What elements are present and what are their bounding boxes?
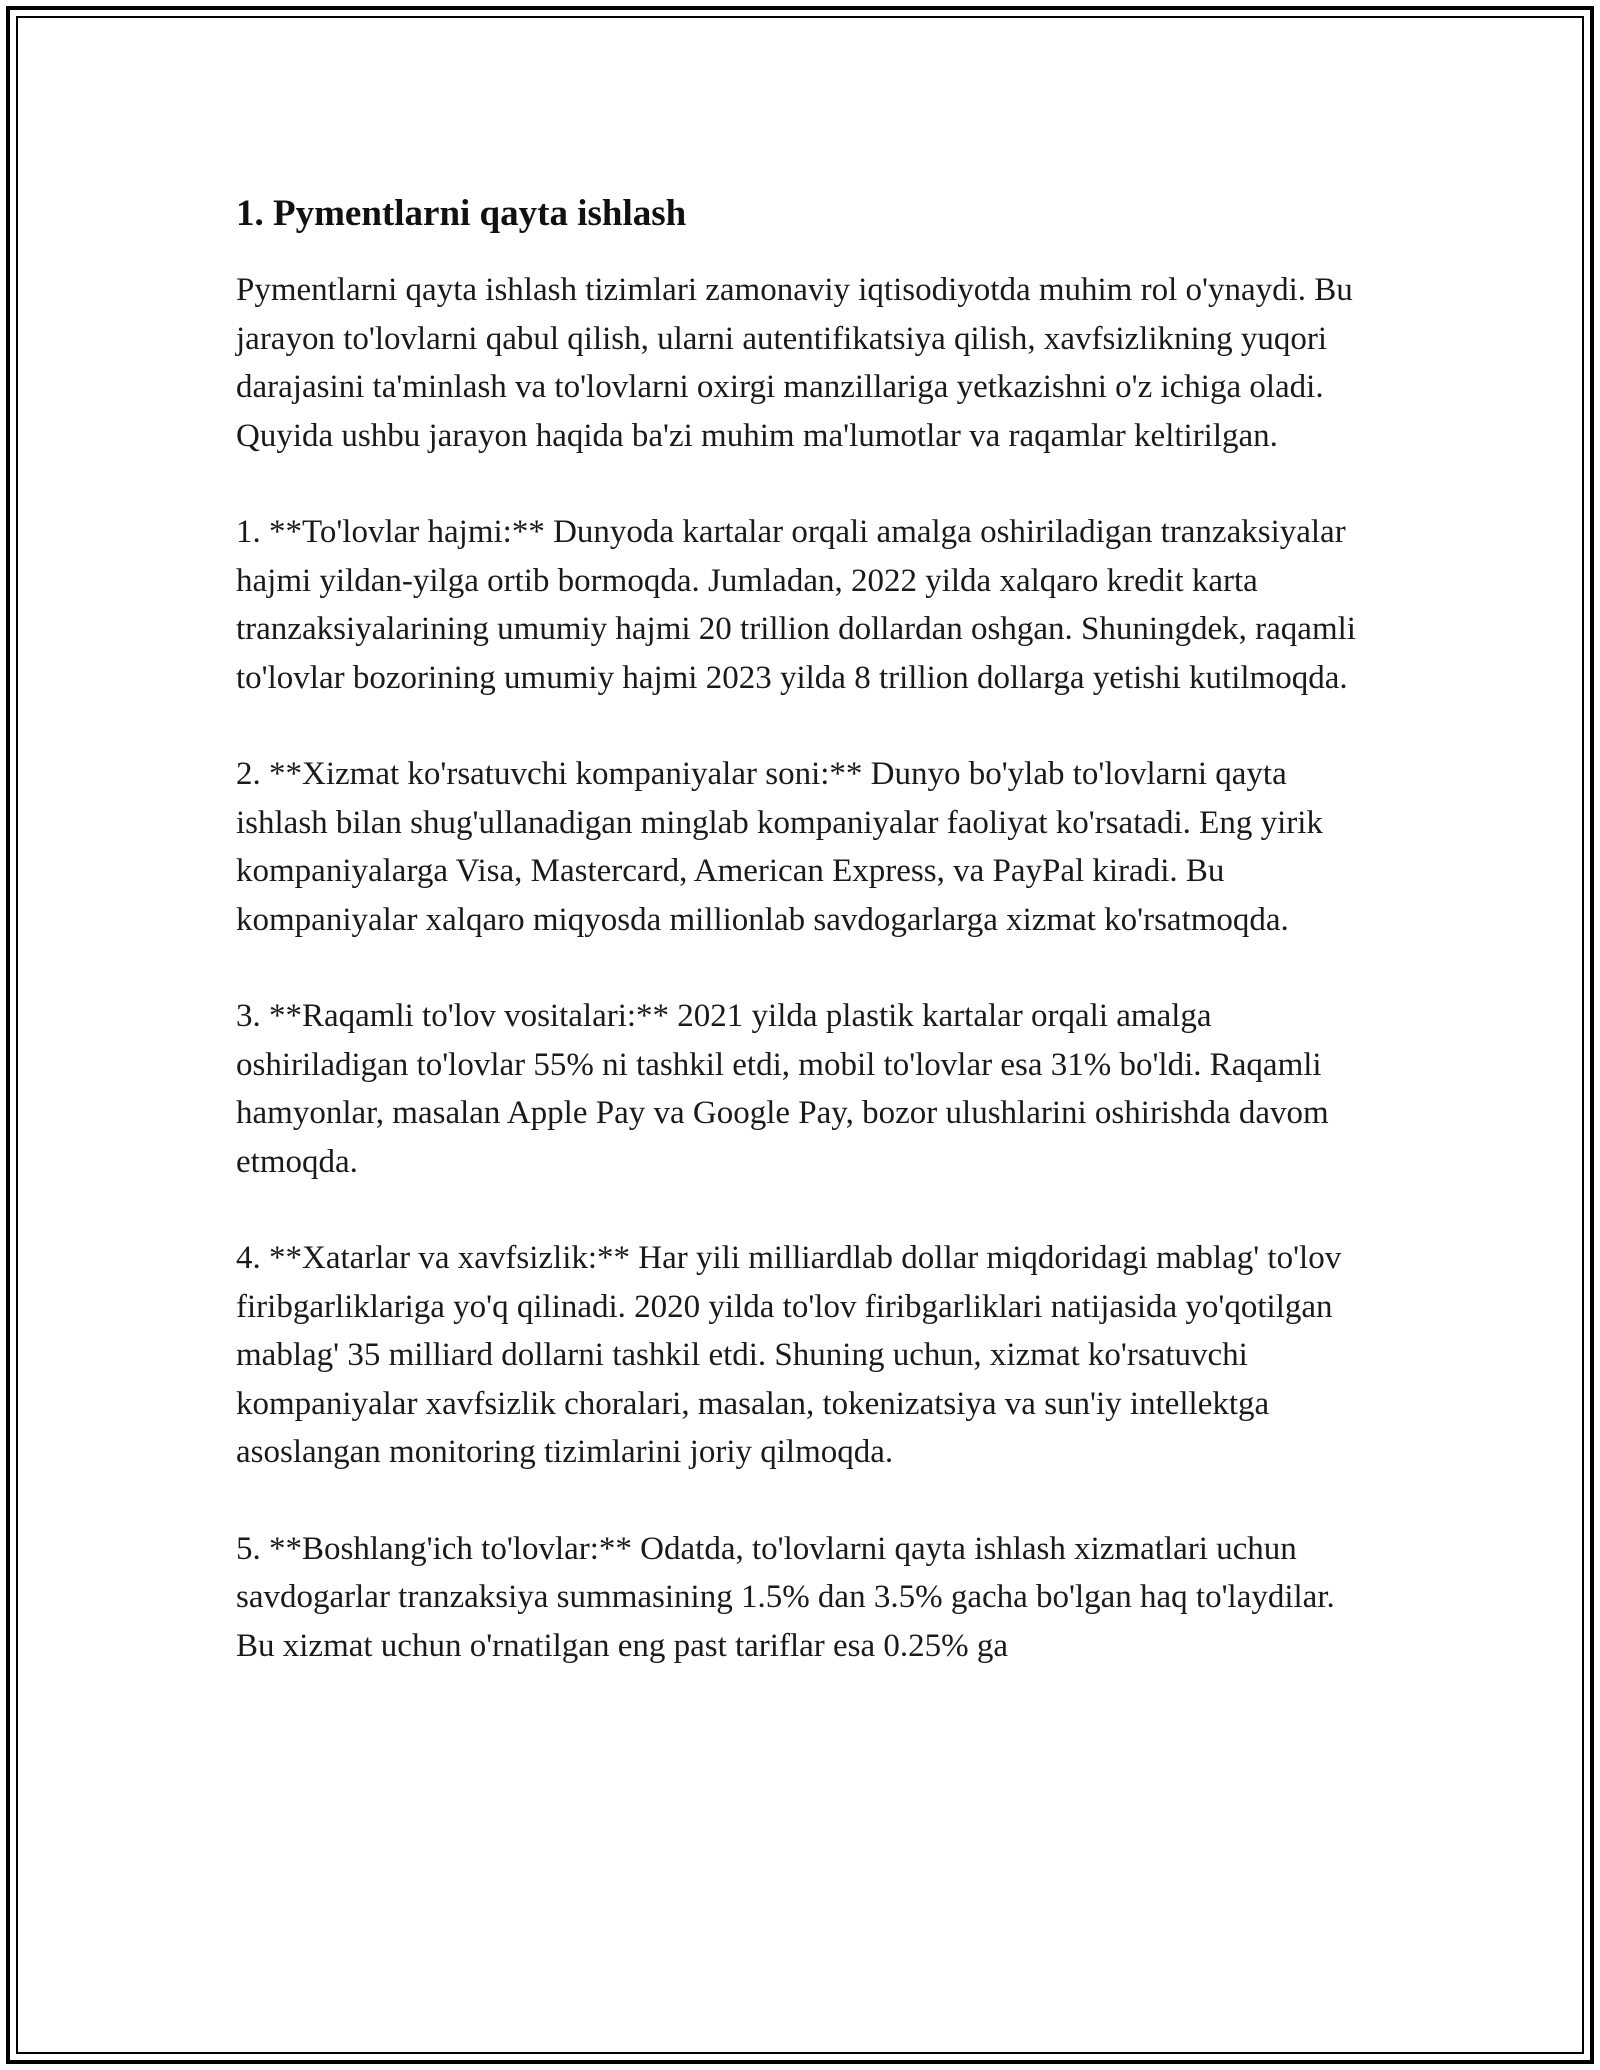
paragraph-initial-fees: 5. **Boshlang'ich to'lovlar:** Odatda, to'lovlarni qayta ishlash xizmatlari uchun savdogarlar tranzaksiya summasining 1.5% dan 3.5% gacha bo'lgan haq to'laydilar. Bu xizmat uchun o'rnatilgan eng past tariflar esa 0.25% ga: [236, 1530, 1335, 1664]
intro-paragraph: Pymentlarni qayta ishlash tizimlari zamonaviy iqtisodiyotda muhim rol o'ynaydi. Bu jarayon to'lovlarni qabul qilish, ularni autentifikatsiya qilish, xavfsizlikning yuqori darajasini ta'minlash va to'lovlarni oxirgi manzillariga yetkazishni o'z ichiga oladi. Quyida ushbu jarayon haqida ba'zi muhim ma'lumotlar va raqamlar keltirilgan.: [236, 272, 1353, 454]
document-body: [236, 190, 1360, 1718]
paragraph-risks-security: 4. **Xatarlar va xavfsizlik:** Har yili milliardlab dollar miqdoridagi mablag' to'lov firibgarliklariga yo'q qilinadi. 2020 yilda to'lov firibgarliklari natijasida yo'qotilgan mablag' 35 milliard dollarni tashkil etdi. Shuning uchun, xizmat ko'rsatuvchi kompaniyalar xavfsizlik choralari, masalan, tokenizatsiya va sun'iy intellektga asoslangan monitoring tizimlarini joriy qilmoqda.: [236, 1240, 1342, 1470]
paragraph-digital-payment-tools: 3. **Raqamli to'lov vositalari:** 2021 yilda plastik kartalar orqali amalga oshiriladigan to'lovlar 55% ni tashkil etdi, mobil to'lovlar esa 31% bo'ldi. Raqamli hamyonlar, masalan Apple Pay va Google Pay, bozor ulushlarini oshirishda davom etmoqda.: [236, 998, 1329, 1180]
paragraph-service-companies: 2. **Xizmat ko'rsatuvchi kompaniyalar soni:** Dunyo bo'ylab to'lovlarni qayta ishlash bilan shug'ullanadigan minglab kompaniyalar faoliyat ko'rsatadi. Eng yirik kompaniyalarga Visa, Mastercard, American Express, va PayPal kiradi. Bu kompaniyalar xalqaro miqyosda millionlab savdogarlarga xizmat ko'rsatmoqda.: [236, 756, 1323, 938]
paragraph-payment-volume: 1. **To'lovlar hajmi:** Dunyoda kartalar orqali amalga oshiriladigan tranzaksiyalar hajmi yildan-yilga ortib bormoqda. Jumladan, 2022 yilda xalqaro kredit karta tranzaksiyalarining umumiy hajmi 20 trillion dollardan oshgan. Shuningdek, raqamli to'lovlar bozorining umumiy hajmi 2023 yilda 8 trillion dollarga yetishi kutilmoqda.: [236, 514, 1356, 696]
section-heading: 1. Pymentlarni qayta ishlash: [236, 193, 687, 234]
